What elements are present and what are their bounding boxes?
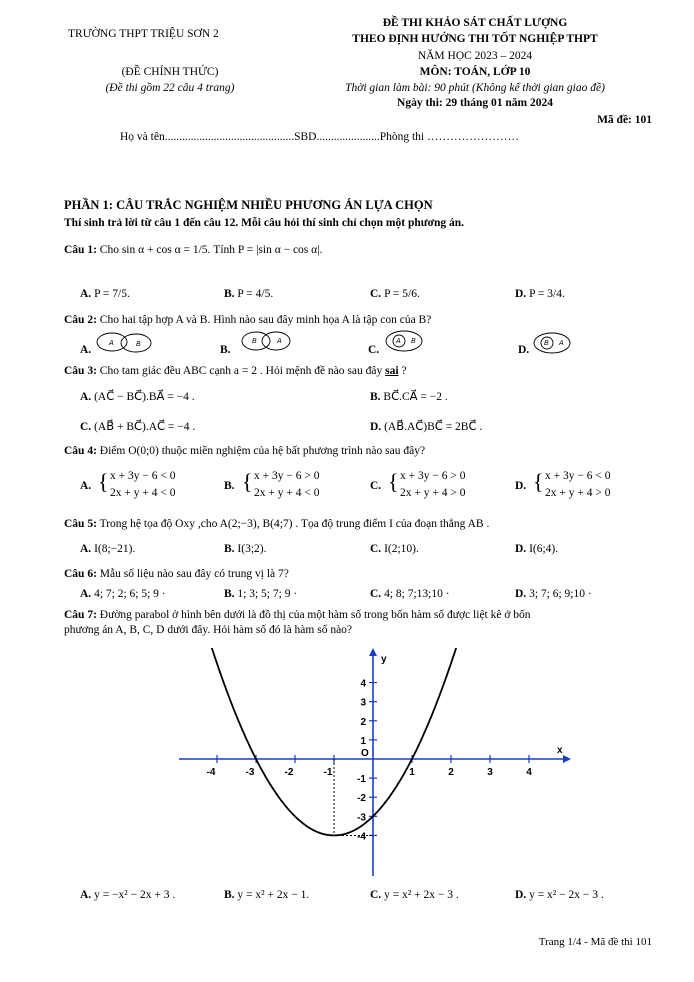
option-label: D. [515, 288, 527, 300]
option-text: 1; 3; 5; 7; 9 · [237, 588, 298, 600]
x-tick-label: 1 [409, 767, 415, 778]
set-b-label: B [544, 340, 549, 347]
x-tick-label: -1 [323, 767, 333, 778]
y-tick-label: 4 [360, 678, 366, 690]
set-a-label: A [277, 338, 282, 345]
option-text: P = 3/4. [529, 288, 565, 300]
q1-option-a[interactable] [80, 288, 130, 300]
x-tick-label: 2 [448, 767, 454, 778]
question-label: Câu 6: [64, 568, 97, 580]
option-label: A. [80, 889, 92, 901]
option-text: (AB⃗.AC⃗)BC⃗ = 2BC⃗ . [384, 421, 483, 433]
parabola-graph [175, 648, 575, 878]
q2-option-b[interactable]: B. [220, 344, 231, 356]
section-title: PHẦN 1: CÂU TRẮC NGHIỆM NHIỀU PHƯƠNG ÁN LỰA CHỌN [64, 198, 433, 212]
q7-option-c[interactable] [370, 889, 459, 901]
option-label: C. [370, 480, 382, 492]
y-tick-label: 3 [360, 697, 366, 709]
set-b-circle [386, 331, 422, 351]
subject: MÔN: TOÁN, LỚP 10 [419, 66, 531, 78]
option-text: P = 7/5. [94, 288, 130, 300]
school-name: TRƯỜNG THPT TRIỆU SƠN 2 [68, 28, 219, 40]
inequality-1: x + 3y − 6 < 0 [545, 470, 611, 482]
question-7 [64, 608, 664, 638]
option-text: y = x² + 2x − 3 . [384, 889, 459, 901]
set-a-label: A [396, 338, 401, 345]
y-tick-label: 2 [360, 716, 366, 728]
q5-option-d[interactable] [515, 543, 558, 555]
q1-option-c[interactable] [370, 288, 420, 300]
question-4 [64, 444, 664, 459]
inequality-1: x + 3y − 6 > 0 [254, 470, 320, 482]
x-tick-label: 3 [487, 767, 493, 778]
option-label: D. [515, 480, 527, 492]
option-label: B. [224, 480, 235, 492]
question-label: Câu 4: [64, 445, 97, 457]
option-label: D. [515, 588, 527, 600]
question-label: Câu 1: [64, 244, 97, 256]
q5-option-a[interactable] [80, 543, 135, 555]
inequality-2: 2x + y + 4 > 0 [545, 487, 611, 499]
brace: { [242, 469, 253, 494]
option-text: (AB⃗ + BC⃗).AC⃗ = −4 . [94, 421, 196, 433]
inequality-1: x + 3y − 6 < 0 [110, 470, 176, 482]
option-text: I(6;4). [529, 543, 559, 555]
set-a-label: A [559, 340, 564, 347]
option-label: A. [80, 588, 92, 600]
q1-option-b[interactable] [224, 288, 273, 300]
q6-option-a[interactable] [80, 588, 166, 600]
option-label: D. [515, 543, 527, 555]
official-label: (ĐỀ CHÍNH THỨC) [121, 66, 219, 78]
question-text: Đường parabol ở hình bên dưới là đồ thị của một hàm số trong bốn hàm số được liệt kê ở bốn [99, 609, 531, 621]
y-axis-arrow [369, 648, 377, 656]
option-label: B. [370, 391, 381, 403]
question-text: Mẫu số liệu nào sau đây có trung vị là 7? [99, 568, 289, 580]
question-5 [64, 517, 664, 532]
inequality-1: x + 3y − 6 > 0 [400, 470, 466, 482]
y-tick-label: -4 [357, 831, 366, 843]
set-a-circle [262, 332, 290, 350]
q5-option-c[interactable] [370, 543, 419, 555]
y-tick-label: 1 [360, 735, 366, 747]
section-instruction: Thí sinh trả lời từ câu 1 đến câu 12. Mỗi câu hỏi thí sinh chỉ chọn một phương án. [64, 217, 465, 229]
exam-date: Ngày thi: 29 tháng 01 năm 2024 [397, 97, 553, 109]
candidate-info-line: Họ và tên.............................................SBD......................Phòng thi …………………… [120, 131, 519, 143]
question-3 [64, 364, 664, 379]
x-tick-label: -3 [245, 767, 255, 778]
question-text: Cho tam giác đều ABC cạnh a = 2 . Hỏi mệnh đề nào sau đây [99, 365, 383, 377]
option-label: C. [80, 421, 92, 433]
question-label: Câu 7: [64, 609, 97, 621]
option-label: B. [224, 288, 235, 300]
question-label: Câu 2: [64, 314, 97, 326]
option-label: A. [80, 480, 92, 492]
y-tick-label: -1 [357, 774, 366, 786]
school-year: NĂM HỌC 2023 – 2024 [417, 50, 533, 62]
question-text: Cho sin α + cos α = 1/5. Tính P = |sin α − cos α|. [99, 244, 323, 256]
x-tick-label: -4 [206, 767, 216, 778]
option-text: P = 4/5. [237, 288, 274, 300]
option-text: 4; 8; 7;13;10 · [384, 588, 450, 600]
x-axis-arrow [563, 755, 571, 763]
option-text: 3; 7; 6; 9;10 · [529, 588, 592, 600]
q3-option-d[interactable] [370, 419, 482, 433]
question-text: Điểm O(0;0) thuộc miền nghiệm của hệ bất phương trình nào sau đây? [99, 445, 426, 457]
option-label: D. [370, 421, 382, 433]
option-label: B. [224, 543, 235, 555]
question-label: Câu 5: [64, 518, 97, 530]
option-label: A. [80, 543, 92, 555]
brace: { [98, 469, 109, 494]
set-b-label: B [136, 341, 141, 348]
q3-option-a[interactable] [80, 389, 195, 403]
q6-option-b[interactable] [224, 588, 297, 600]
option-text: y = x² − 2x − 3 . [529, 889, 604, 901]
q2-option-d[interactable]: D. [518, 344, 530, 356]
question-emphasis: sai [385, 365, 399, 377]
q7-option-a[interactable] [80, 889, 175, 901]
venn-diagram-d[interactable] [532, 332, 572, 354]
venn-diagram-c[interactable] [384, 330, 424, 352]
option-text: 4; 7; 2; 6; 5; 9 · [94, 588, 166, 600]
question-2 [64, 313, 664, 328]
y-tick-label: -2 [357, 793, 366, 805]
option-label: B. [224, 889, 235, 901]
set-a-circle [534, 333, 570, 353]
option-label: A. [80, 288, 92, 300]
q3-option-b[interactable] [370, 389, 448, 403]
q6-option-d[interactable] [515, 588, 592, 600]
option-text: (AC⃗ − BC⃗).BA⃗ = −4 . [94, 391, 195, 403]
set-b-label: B [411, 338, 416, 345]
q6-option-c[interactable] [370, 588, 450, 600]
question-1 [64, 243, 664, 258]
exam-title-1: ĐỀ THI KHẢO SÁT CHẤT LƯỢNG [382, 17, 568, 29]
q2-option-a[interactable]: A. [80, 344, 92, 356]
exam-code: Mã đề: 101 [597, 114, 652, 126]
option-text: y = −x² − 2x + 3 . [94, 889, 176, 901]
inequality-2: 2x + y + 4 > 0 [400, 487, 466, 499]
q1-option-d[interactable] [515, 288, 565, 300]
page-footer: Trang 1/4 - Mã đề thi 101 [538, 936, 652, 948]
option-text: I(8;−21). [94, 543, 136, 555]
question-text-end: ? [398, 365, 407, 377]
inequality-2: 2x + y + 4 < 0 [110, 487, 176, 499]
question-text: Trong hệ tọa độ Oxy ,cho A(2;−3), B(4;7) . Tọa độ trung điểm I của đoạn thẳng AB . [99, 518, 490, 530]
duration: Thời gian làm bài: 90 phút (Không kể thời gian giao đề) [345, 82, 605, 94]
q3-option-c[interactable] [80, 419, 195, 433]
option-label: C. [370, 588, 382, 600]
option-label: B. [224, 588, 235, 600]
question-6 [64, 567, 664, 582]
option-text: P = 5/6. [384, 288, 420, 300]
question-label: Câu 3: [64, 365, 97, 377]
pages-note: (Đề thi gồm 22 câu 4 trang) [105, 82, 235, 94]
option-label: C. [370, 543, 382, 555]
brace: { [388, 469, 399, 494]
x-tick-label: -2 [284, 767, 294, 778]
inequality-2: 2x + y + 4 < 0 [254, 487, 320, 499]
q7-option-d[interactable] [515, 889, 604, 901]
y-tick-label: -3 [357, 812, 366, 824]
option-label: C. [370, 288, 382, 300]
exam-title-2: THEO ĐỊNH HƯỚNG THI TỐT NGHIỆP THPT [352, 33, 598, 45]
option-label: C. [370, 889, 382, 901]
venn-diagram-a[interactable] [92, 331, 158, 355]
y-axis-label: y [381, 654, 387, 665]
q5-option-b[interactable] [224, 543, 266, 555]
option-label: D. [515, 889, 527, 901]
set-a-label: A [109, 340, 114, 347]
q7-option-b[interactable] [224, 889, 309, 901]
question-text-2: phương án A, B, C, D dưới đây. Hỏi hàm số đó là hàm số nào? [64, 624, 353, 636]
x-tick-label: 4 [526, 767, 532, 778]
option-text: y = x² + 2x − 1. [237, 889, 310, 901]
option-text: I(2;10). [384, 543, 419, 555]
set-b-label: B [252, 338, 257, 345]
option-text: BC⃗.CA⃗ = −2 . [383, 391, 448, 403]
brace: { [533, 469, 544, 494]
question-text: Cho hai tập hợp A và B. Hình nào sau đây minh họa A là tập con của B? [99, 314, 432, 326]
venn-diagram-b[interactable] [236, 330, 296, 352]
x-axis-label: x [557, 745, 563, 756]
option-label: A. [80, 391, 92, 403]
option-text: I(3;2). [237, 543, 267, 555]
origin-label: O [361, 748, 369, 759]
q2-option-c[interactable]: C. [368, 344, 380, 356]
